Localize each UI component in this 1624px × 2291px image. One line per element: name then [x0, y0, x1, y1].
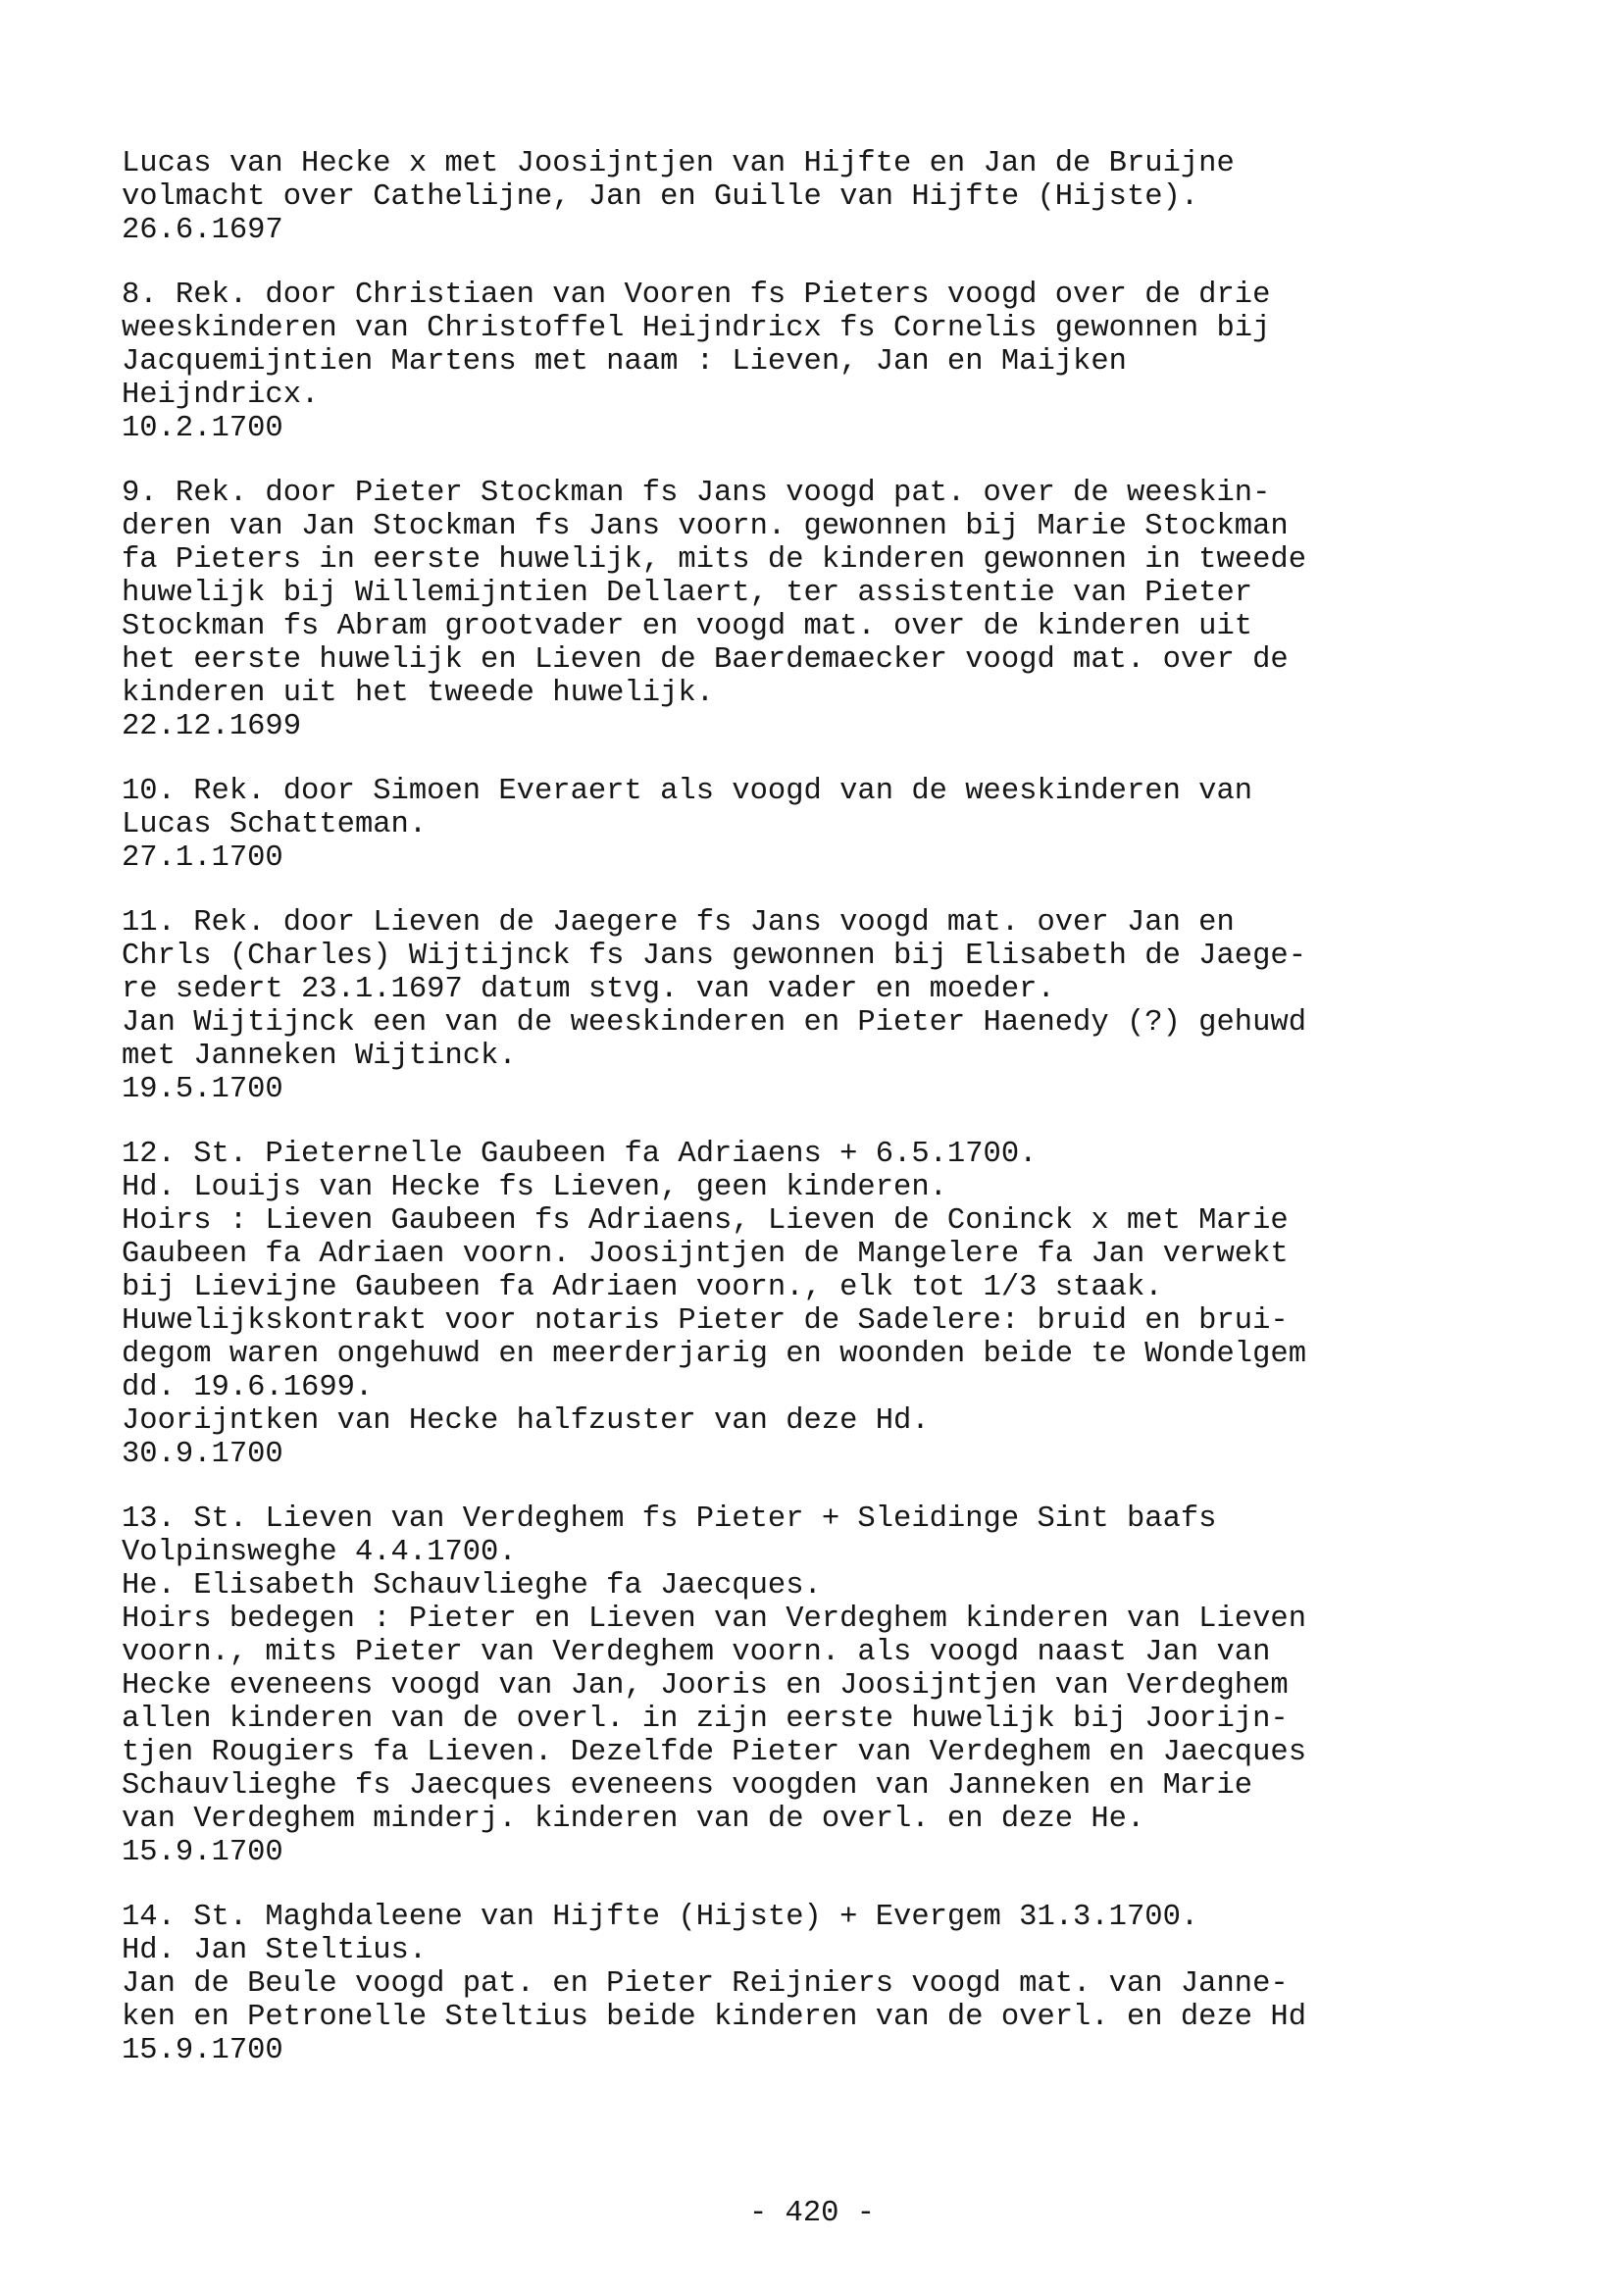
text-line: 22.12.1699: [122, 710, 302, 743]
text-line: 15.9.1700: [122, 2034, 283, 2067]
text-line: Volpinsweghe 4.4.1700.: [122, 1536, 517, 1569]
text-line: bij Lievijne Gaubeen fa Adriaen voorn., elk tot 1/3 staak.: [122, 1271, 1163, 1304]
text-line: Schauvlieghe fs Jaecques eveneens voogden van Janneken en Marie: [122, 1769, 1253, 1803]
text-line: Chrls (Charles) Wijtijnck fs Jans gewonnen bij Elisabeth de Jaege-: [122, 940, 1306, 973]
text-line: 26.6.1697: [122, 214, 283, 247]
document-entry: [122, 1502, 1475, 1869]
document-entry: [122, 147, 1475, 247]
text-line: met Janneken Wijtinck.: [122, 1040, 517, 1073]
text-line: 8. Rek. door Christiaen van Vooren fs Pieters voogd over de drie: [122, 279, 1271, 312]
text-line: Jacquemijntien Martens met naam : Lieven, Jan en Maijken: [122, 345, 1127, 379]
text-line: degom waren ongehuwd en meerderjarig en woonden beide te Wondelgem: [122, 1338, 1306, 1371]
document-entry: [122, 279, 1475, 445]
text-line: 10.2.1700: [122, 412, 283, 445]
text-line: het eerste huwelijk en Lieven de Baerdemaecker voogd mat. over de: [122, 643, 1289, 677]
text-line: Hoirs : Lieven Gaubeen fs Adriaens, Lieven de Coninck x met Marie: [122, 1204, 1289, 1238]
text-line: Hoirs bedegen : Pieter en Lieven van Verdeghem kinderen van Lieven: [122, 1603, 1306, 1636]
text-line: 19.5.1700: [122, 1073, 283, 1106]
text-line: deren van Jan Stockman fs Jans voorn. gewonnen bij Marie Stockman: [122, 510, 1289, 543]
text-line: re sedert 23.1.1697 datum stvg. van vader en moeder.: [122, 973, 1055, 1006]
text-line: volmacht over Cathelijne, Jan en Guille van Hijfte (Hijste).: [122, 180, 1199, 214]
text-line: fa Pieters in eerste huwelijk, mits de kinderen gewonnen in tweede: [122, 543, 1306, 577]
page-number: - 420 -: [748, 2197, 876, 2230]
text-line: Lucas Schatteman.: [122, 808, 428, 841]
text-line: 13. St. Lieven van Verdeghem fs Pieter + Sleidinge Sint baafs: [122, 1502, 1217, 1536]
text-line: Hd. Louijs van Hecke fs Lieven, geen kinderen.: [122, 1171, 947, 1204]
text-line: 12. St. Pieternelle Gaubeen fa Adriaens + 6.5.1700.: [122, 1138, 1038, 1171]
text-line: ken en Petronelle Steltius beide kinderen van de overl. en deze Hd: [122, 2001, 1306, 2034]
text-line: Joorijntken van Hecke halfzuster van deze Hd.: [122, 1404, 930, 1438]
text-line: Hd. Jan Steltius.: [122, 1934, 428, 1967]
text-line: weeskinderen van Christoffel Heijndricx fs Cornelis gewonnen bij: [122, 312, 1271, 345]
text-line: Hecke eveneens voogd van Jan, Jooris en Joosijntjen van Verdeghem: [122, 1669, 1289, 1703]
document-entry: [122, 1901, 1475, 2067]
document-entry: [122, 1138, 1475, 1471]
text-line: 15.9.1700: [122, 1836, 283, 1869]
text-line: Huwelijkskontrakt voor notaris Pieter de Sadelere: bruid en brui-: [122, 1304, 1289, 1338]
document-body: [122, 147, 1475, 2099]
text-line: Heijndricx.: [122, 379, 320, 412]
text-line: dd. 19.6.1699.: [122, 1371, 374, 1404]
text-line: kinderen uit het tweede huwelijk.: [122, 677, 714, 710]
text-line: voorn., mits Pieter van Verdeghem voorn. als voogd naast Jan van: [122, 1636, 1271, 1669]
text-line: 30.9.1700: [122, 1438, 283, 1471]
document-entry: [122, 775, 1475, 875]
text-line: Jan de Beule voogd pat. en Pieter Reijniers voogd mat. van Janne-: [122, 1967, 1289, 2001]
text-line: 27.1.1700: [122, 841, 283, 875]
text-line: van Verdeghem minderj. kinderen van de overl. en deze He.: [122, 1803, 1145, 1836]
text-line: tjen Rougiers fa Lieven. Dezelfde Pieter van Verdeghem en Jaecques: [122, 1736, 1306, 1769]
text-line: Jan Wijtijnck een van de weeskinderen en Pieter Haenedy (?) gehuwd: [122, 1006, 1306, 1040]
text-line: Gaubeen fa Adriaen voorn. Joosijntjen de Mangelere fa Jan verwekt: [122, 1238, 1289, 1271]
text-line: 11. Rek. door Lieven de Jaegere fs Jans voogd mat. over Jan en: [122, 906, 1235, 940]
text-line: He. Elisabeth Schauvlieghe fa Jaecques.: [122, 1569, 822, 1603]
text-line: huwelijk bij Willemijntien Dellaert, ter assistentie van Pieter: [122, 577, 1253, 610]
text-line: allen kinderen van de overl. in zijn eerste huwelijk bij Joorijn-: [122, 1703, 1289, 1736]
document-entry: [122, 906, 1475, 1106]
document-entry: [122, 477, 1475, 743]
text-line: 9. Rek. door Pieter Stockman fs Jans voogd pat. over de weeskin-: [122, 477, 1271, 510]
text-line: Stockman fs Abram grootvader en voogd mat. over de kinderen uit: [122, 610, 1253, 643]
text-line: Lucas van Hecke x met Joosijntjen van Hijfte en Jan de Bruijne: [122, 147, 1235, 180]
text-line: 10. Rek. door Simoen Everaert als voogd van de weeskinderen van: [122, 775, 1253, 808]
text-line: 14. St. Maghdaleene van Hijfte (Hijste) + Evergem 31.3.1700.: [122, 1901, 1199, 1934]
